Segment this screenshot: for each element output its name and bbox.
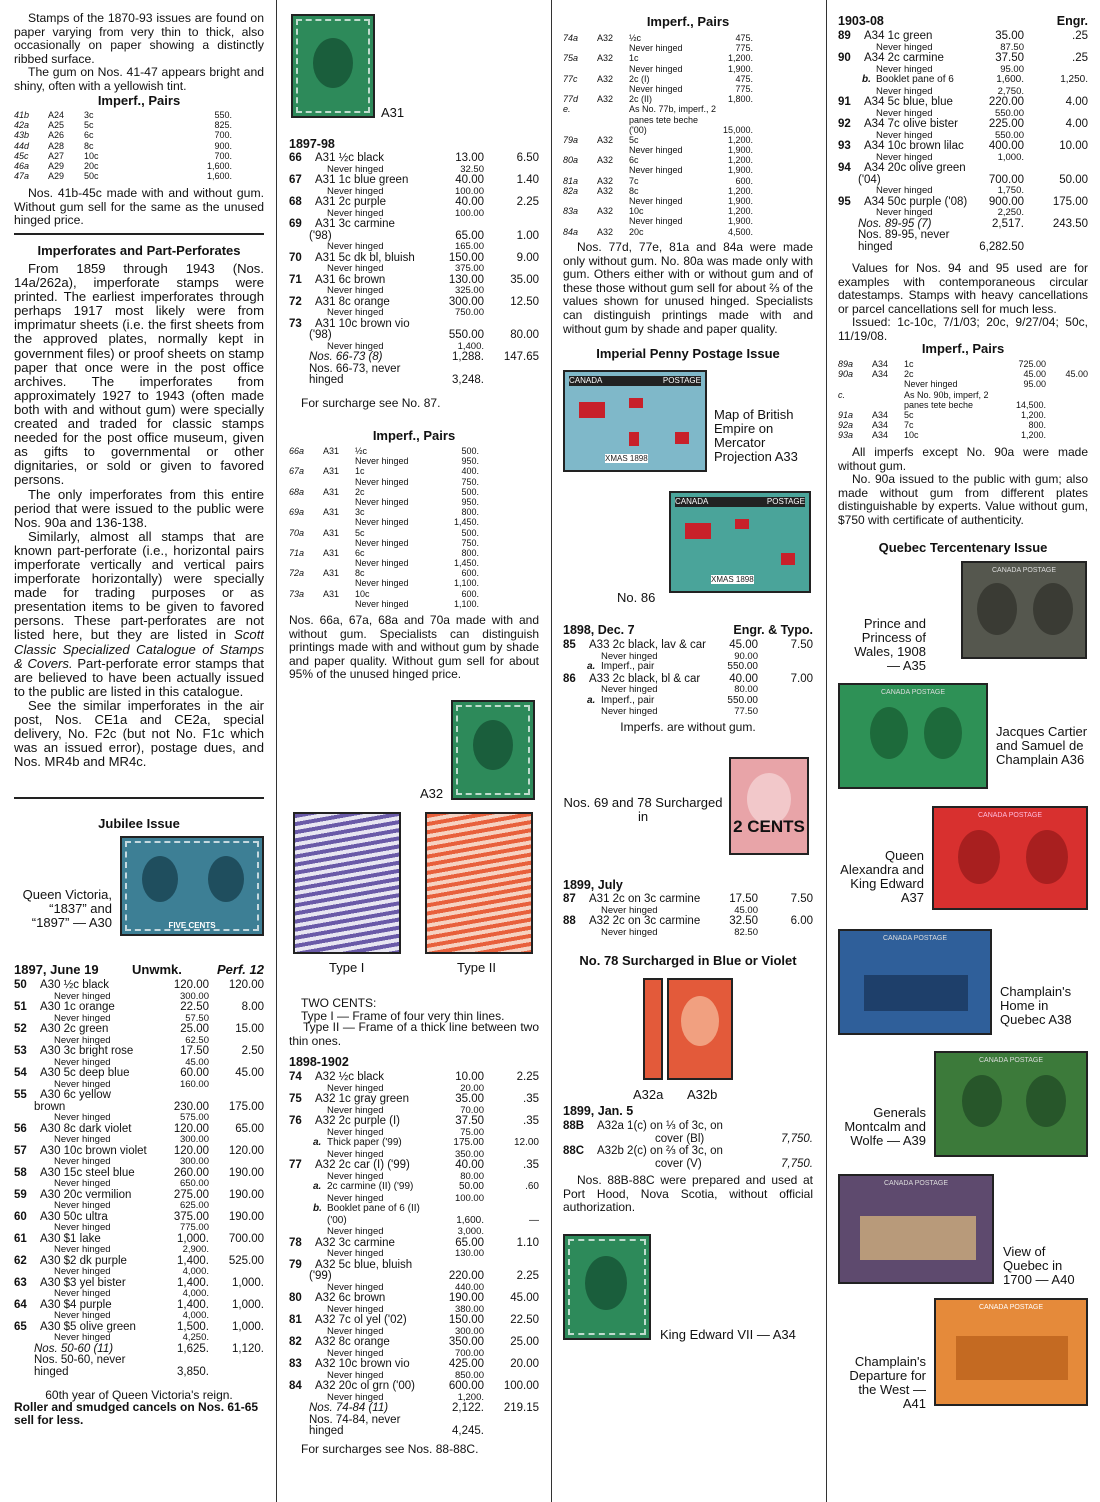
listing-row: Never hinged 650.00 [54,1178,209,1189]
listing-row: Nos. 50-60, never [34,1354,126,1366]
listing-row: hinged 6,282.50 [858,240,1024,253]
imperf-row: Never hinged 1,900. [629,196,753,206]
listing-row: 83 A32 10c brown vio 425.00 20.00 [289,1358,539,1370]
listing-row: 57 A30 10c brown violet 120.00 120.00 [14,1144,264,1157]
listing-row: Never hinged 90.00 [601,650,758,662]
listing-row: Never hinged 62.50 [54,1034,209,1046]
listing-row: Never hinged 1,000. [876,151,1024,163]
imperf-row: 92a A34 7c 800. [838,420,1046,431]
imperf-row: 66a A31 ½c 500. [289,446,479,456]
type-2-desc: Type II — Frame of a thick line between two thin ones. [289,1020,539,1048]
surcharged-stamp-image: 2 CENTS [729,757,809,855]
type-2-label: Type II [457,960,497,975]
listing-row: Never hinged 300.00 [54,1134,209,1145]
imperf-row: panes tete beche [629,114,699,125]
listing-row: Nos. 66-73 (8) 1,288. 147.65 [309,351,539,363]
imperf-row: 82a A32 8c 1,200. [563,185,753,196]
imperf-row: e. As No. 77b, imperf., 2 [563,104,717,115]
listing-row: 60 A30 50c ultra 375.00 190.00 [14,1210,264,1223]
listing-row: Never hinged 100.00 [327,1192,484,1204]
imperf-table-4 [838,359,1088,441]
imperf-row: Never hinged 1,900. [629,63,753,74]
listing-row: 51 A30 1c orange 22.50 8.00 [14,1001,264,1013]
listing-row: ('04) 700.00 50.00 [858,173,1088,186]
listing-row: 80 A32 6c brown 190.00 45.00 [289,1292,539,1304]
listing-row: 75 A32 1c gray green 35.00 .35 [289,1093,539,1105]
listing-row: 58 A30 15c steel blue 260.00 190.00 [14,1166,264,1179]
imperf-row: Never hinged 1,900. [629,145,753,156]
listing-row: Never hinged 70.00 [327,1104,484,1116]
a36-stamp-image: CANADA POSTAGE [838,683,988,789]
imperf-row: panes tete beche 14,500. [904,399,1046,410]
a32-label: A32 [420,786,444,801]
section-rule [14,233,264,235]
imperf-row: Never hinged 1,100. [355,578,479,589]
listing-row: 56 A30 8c dark violet 120.00 65.00 [14,1122,264,1135]
listing-row: 77 A32 2c car (I) ('99) 40.00 .35 [289,1159,539,1171]
jubilee-title: Jubilee Issue [98,816,180,831]
listing-row: 70 A31 5c dk bl, bluish 150.00 9.00 [289,251,539,264]
listing-row: Never hinged 4,000. [54,1310,209,1321]
listing-row: Never hinged 4,000. [54,1266,209,1277]
year-header-1897: 1897-98 [289,137,335,151]
imperf-row: Never hinged 750. [355,537,479,548]
table-1903 [838,30,1088,252]
imperf-row: Never hinged 1,450. [355,517,479,528]
a31-label: A31 [381,105,405,120]
listing-row: Never hinged 32.50 [327,163,484,175]
imperf-row: Never hinged 1,450. [355,558,479,569]
map-stamp-2-image: CANADA POSTAGE XMAS 1898 [669,491,811,593]
listing-row: Never hinged 4,250. [54,1332,209,1343]
a38-stamp-image: CANADA POSTAGE [838,929,992,1035]
listing-row: 86 A33 2c black, bl & car 40.00 7.00 [563,672,813,685]
listing-row: 64 A30 $4 purple 1,400. 1,000. [14,1298,264,1311]
listing-row: cover (V) 7,750. [655,1157,813,1170]
listing-row: 88C A32b 2(c) on ⅔ of 3c, on [563,1145,723,1157]
imperf-row: Never hinged 775. [629,43,753,54]
listing-row: Never hinged 45.00 [601,904,758,916]
jubilee-note-2: Roller and smudged cancels on Nos. 61-65 sell for less. [14,1400,259,1427]
listing-row: 68 A31 2c purple 40.00 2.25 [289,196,539,208]
listing-row: 91 A34 5c blue, blue 220.00 4.00 [838,96,1088,108]
header-1899-jan: 1899, Jan. 5 [563,1104,634,1118]
imperf-row: Never hinged 950. [355,456,479,467]
listing-row: Never hinged 325.00 [327,285,484,296]
imperf-row: 89a A34 1c 725.00 [838,359,1046,369]
imperf-note: Nos. 41b-45c made with and without gum. Without gum sell for the same as the unused hinged price. [14,186,264,228]
listing-row: brown 230.00 175.00 [34,1100,264,1113]
note-88b: Nos. 88B-88C were prepared and used at Port Hood, Nova Scotia, without official authorization. [563,1173,813,1215]
a31-stamp-image [291,14,375,118]
listing-row: a. 2c carmine (II) ('99) 50.00 .60 [313,1181,539,1192]
section-rule [14,797,264,799]
listing-row: Never hinged 77.50 [601,706,758,717]
listing-row: 79 A32 5c blue, bluish [289,1258,413,1271]
values-note: Values for Nos. 94 and 95 used are for examples with contemporaneous circular datestamps. Stamps with heavy cancellations or parcel cancellations sell for much less. Issued: 1c-10c, 7/1/03; 20c, 9/27/04; 50c, 11/19/08. [838,261,1088,343]
surcharged-caption: Nos. 69 and 78 Surcharged in [563,795,723,824]
listing-row: 63 A30 $3 yel bister 1,400. 1,000. [14,1276,264,1289]
listing-row: Never hinged 700.00 [327,1347,484,1359]
a37-caption: Queen Alexandra and King Edward A37 [840,848,924,905]
jubilee-header: 1897, June 19 Unwmk. Perf. 12 [14,962,264,977]
no-86-label: No. 86 [617,590,656,605]
imperf-row: Never hinged 750. [355,476,479,487]
listing-row: 66 A31 ½c black 13.00 6.50 [289,152,539,164]
listing-row: 54 A30 5c deep blue 60.00 45.00 [14,1067,264,1079]
listing-row: 61 A30 $1 lake 1,000. 700.00 [14,1232,264,1245]
a32a-stamp-image [643,978,663,1080]
imperf-row: 73a A31 10c 600. [289,588,479,599]
listing-row: 84 A32 20c ol grn ('00) 600.00 100.00 [289,1380,539,1392]
imperf-row: 84a A32 20c 4,500. [563,226,753,237]
imperf-row: 68a A31 2c 500. [289,486,479,497]
two-cents-label: TWO CENTS: [301,996,377,1010]
imperf-row: 70a A31 5c 500. [289,527,479,538]
column-divider [551,0,552,1502]
listing-row: Never hinged 1,200. [327,1391,484,1403]
quebec-title: Quebec Tercentenary Issue [878,540,1048,555]
listing-row: 93 A34 10c brown lilac 400.00 10.00 [838,140,1088,152]
imperf-row: 90a A34 2c 45.00 45.00 [838,369,1088,380]
listing-row: Never hinged 775.00 [54,1222,209,1233]
listing-row: Never hinged 380.00 [327,1303,484,1315]
listing-row: 76 A32 2c purple (I) 37.50 .35 [289,1115,539,1127]
listing-row: 71 A31 6c brown 130.00 35.00 [289,273,539,286]
imperf-row: 80a A32 6c 1,200. [563,155,753,166]
listing-row: Never hinged 100.00 [327,207,484,219]
a32a-label: A32a [633,1087,664,1102]
table-1898 [289,1071,539,1437]
listing-row: 81 A32 7c ol yel ('02) 150.00 22.50 [289,1314,539,1326]
listing-row: a. Imperf., pair 550.00 [587,694,758,706]
imperf-row: Never hinged 1,900. [629,165,753,176]
a39-caption: Generals Montcalm and Wolfe — A39 [844,1105,926,1148]
imperf-row: 43b A26 6c 700. [14,130,232,141]
listing-row: Never hinged 4,000. [54,1288,209,1299]
year-header-1898: 1898-1902 [289,1055,349,1069]
listing-row: Never hinged 550.00 [876,107,1024,119]
listing-row: Never hinged 130.00 [327,1248,484,1259]
column-divider [276,0,277,1502]
listing-row: Never hinged 2,250. [876,207,1024,218]
listing-row: Never hinged 45.00 [54,1056,209,1068]
listing-row: Never hinged 87.50 [876,41,1024,53]
listing-row: 89 A34 1c green 35.00 .25 [838,30,1088,42]
listing-row: 74 A32 ½c black 10.00 2.25 [289,1071,539,1083]
a40-stamp-image: CANADA POSTAGE [838,1174,994,1284]
listing-row: ('99) 220.00 2.25 [309,1270,539,1282]
listing-row: 69 A31 3c carmine [289,218,395,230]
listing-row: Nos. 74-84, never [309,1413,401,1426]
listing-row: Never hinged 300.00 [327,1325,484,1337]
listing-row: Never hinged 550.00 [876,129,1024,141]
imperf-row: c. As No. 90b, imperf, 2 [838,389,989,400]
a35-caption: Prince and Princess of Wales, 1908 — A35 [854,616,926,673]
listing-row: 94 A34 20c olive green [838,162,966,174]
listing-row: Never hinged 160.00 [54,1078,209,1090]
listing-row: Never hinged 75.00 [327,1126,484,1138]
listing-row: 90 A34 2c carmine 37.50 .25 [838,52,1088,64]
a35-stamp-image: CANADA POSTAGE [961,561,1087,659]
imperf-row: 71a A31 6c 800. [289,547,479,558]
listing-row: Never hinged 80.00 [601,684,758,695]
listing-row: Nos. 50-60 (11) 1,625. 1,120. [34,1342,264,1355]
imperf-row: 45c A27 10c 700. [14,150,232,161]
map-caption: Map of British Empire on Mercator Projection A33 [714,407,798,464]
listing-row: cover (Bl) 7,750. [655,1132,813,1145]
imperf-row: 72a A31 8c 600. [289,568,479,579]
listing-row: Never hinged 3,000. [327,1226,484,1237]
type-1-image [293,812,401,954]
listing-row: Nos. 89-95, never [858,229,950,241]
a34-stamp-image [563,1234,651,1340]
listing-row: 92 A34 7c olive bister 225.00 4.00 [838,118,1088,130]
a32b-label: A32b [687,1087,718,1102]
listing-row: ('98) 550.00 80.00 [309,329,539,341]
listing-row: Never hinged 82.50 [601,926,758,938]
no-78-title: No. 78 Surcharged in Blue or Violet [579,953,797,968]
listing-row: ('98) 65.00 1.00 [309,229,539,242]
listing-row: Nos. 74-84 (11) 2,122. 219.15 [309,1402,539,1414]
listing-row: Never hinged 100.00 [327,185,484,197]
a36-caption: Jacques Cartier and Samuel de Champlain A36 [996,724,1088,767]
header-1898-dec: 1898, Dec. 7 Engr. & Typo. [563,623,813,637]
header-1899-july: 1899, July [563,878,623,892]
intro-text: Stamps of the 1870-93 issues are found on paper varying from very thin to thick, also occasionally on paper showing a distinctly ribbed surface. The gum on Nos. 41-47 appears bright and shiny, often with a yellowish tint. [14,11,264,93]
listing-row: Never hinged 350.00 [327,1148,484,1160]
imperf-row: 44d A28 8c 900. [14,140,232,151]
imperf-row: 41b A24 3c 550. [14,110,232,120]
imperf-row: 47a A29 50c 1,600. [14,171,232,182]
listing-row: 82 A32 8c orange 350.00 25.00 [289,1336,539,1348]
imperial-penny-title: Imperial Penny Postage Issue [596,346,780,361]
listing-row: Never hinged 2,750. [876,85,1024,97]
jubilee-note-1: 60th year of Queen Victoria's reign. [45,1388,233,1402]
imperf-row: 77d A32 2c (II) 1,800. [563,94,753,105]
imperf-table-2 [289,446,539,609]
listing-row: 62 A30 $2 dk purple 1,400. 525.00 [14,1254,264,1267]
imperf-row: 69a A31 3c 800. [289,507,479,518]
listing-row: Never hinged 165.00 [327,241,484,252]
a41-caption: Champlain's Departure for the West — A41 [849,1354,926,1411]
imperf-row: Never hinged 950. [355,496,479,507]
table-1899-july [563,893,813,937]
jubilee-stamp-image: FIVE CENTS [120,836,264,936]
listing-row: 52 A30 2c green 25.00 15.00 [14,1023,264,1035]
a38-caption: Champlain's Home in Quebec A38 [1000,984,1072,1027]
column-divider [826,0,827,1502]
a40-caption: View of Quebec in 1700 — A40 [1003,1244,1075,1287]
listing-row: Never hinged 625.00 [54,1200,209,1211]
a32b-stamp-image [667,978,733,1080]
listing-row: Never hinged 20.00 [327,1082,484,1094]
imperf-title: Imperf., Pairs [97,93,181,108]
listing-row: hinged 3,248. [309,374,484,386]
imperfs-gum-note: Imperfs. are without gum. [620,720,756,734]
imperf-row: 79a A32 5c 1,200. [563,134,753,145]
listing-row: Never hinged 575.00 [54,1112,209,1123]
imperf-row: 46a A29 20c 1,600. [14,160,232,171]
jubilee-table [14,979,264,1377]
table-88b [563,1120,813,1170]
listing-row: ('00) 1,600. — [327,1214,539,1226]
listing-row: 55 A30 6c yellow [14,1089,111,1101]
imperf-row: Never hinged 95.00 [904,379,1046,390]
listing-row: 85 A33 2c black, lav & car 45.00 7.50 [563,639,813,651]
listing-row: hinged 4,245. [309,1425,484,1437]
a37-stamp-image: CANADA POSTAGE [932,806,1088,910]
map-stamp-1-image: CANADA POSTAGE XMAS 1898 [563,370,707,472]
imperf-row: 93a A34 10c 1,200. [838,430,1046,441]
listing-row: Never hinged 750.00 [327,307,484,318]
column-1 [14,0,264,1502]
a32-stamp-image [451,700,535,800]
listing-row: Nos. 66-73, never [309,362,401,375]
listing-row: Never hinged 850.00 [327,1369,484,1381]
imperf-row: Never hinged 1,900. [629,216,753,227]
imperf-note-4: All imperfs except No. 90a were made without gum. No. 90a issued to the public with gum; also made without gum from different plates distinguishable by experts. Value without gum, $750 with certificate of authenticity. [838,445,1088,527]
listing-row: 65 A30 $5 olive green 1,500. 1,000. [14,1320,264,1333]
imperf-row: 67a A31 1c 400. [289,466,479,477]
listing-row: Never hinged 95.00 [876,63,1024,75]
imperf-title-2: Imperf., Pairs [372,428,456,443]
listing-row: hinged 3,850. [34,1365,209,1378]
type-1-desc: Type I — Frame of four very thin lines. [301,1009,505,1023]
listing-row: Nos. 89-95 (7) 2,517. 243.50 [858,217,1088,230]
listing-row: Never hinged 375.00 [327,263,484,274]
listing-row: 88 A32 2c on 3c carmine 32.50 6.00 [563,915,813,927]
listing-row: 59 A30 20c vermilion 275.00 190.00 [14,1188,264,1201]
listing-row: 50 A30 ½c black 120.00 120.00 [14,979,264,991]
listing-row: 88B A32a 1(c) on ⅓ of 3c, on [563,1120,723,1132]
listing-row: b. Booklet pane of 6 (II) [313,1203,420,1214]
imperf-row: 77c A32 2c (I) 475. [563,73,753,84]
type-1-label: Type I [329,960,365,975]
imperf-row: 74a A32 ½c 475. [563,33,753,43]
type-2-image [425,812,533,954]
imperf-table-3 [563,33,813,237]
listing-row: 72 A31 8c orange 300.00 12.50 [289,295,539,308]
listing-row: Never hinged 300.00 [54,990,209,1002]
imperf-row: Never hinged 1,100. [355,598,479,609]
listing-row: a. Thick paper ('99) 175.00 12.00 [313,1137,539,1148]
jubilee-caption: Queen Victoria, “1837” and “1897” — A30 [22,887,112,930]
listing-row: Never hinged 1,750. [876,185,1024,196]
imperf-row: 91a A34 5c 1,200. [838,409,1046,420]
listing-row: Never hinged 80.00 [327,1170,484,1182]
column-4 [838,0,1088,1502]
table-1898-dec [563,639,813,717]
part-perf-title: Imperforates and Part-Perforates [37,243,241,258]
listing-row: Never hinged 2,900. [54,1244,209,1255]
a39-stamp-image: CANADA POSTAGE [934,1051,1088,1157]
listing-row: Never hinged 440.00 [327,1281,484,1293]
listing-row: Never hinged 300.00 [54,1156,209,1167]
imperf-note-3: Nos. 77d, 77e, 81a and 84a were made only without gum. No. 80a was made only with gum. Others either with or without gum and of these those without gum sell for about ⅔ of the values shown for unused hinged. Specialists can distinguish printings made with and without gum by shade and paper quality. [563,240,813,336]
imperf-note-2: Nos. 66a, 67a, 68a and 70a made with and without gum. Specialists can distinguish printings made with and without gum by shade and paper quality. Without gum sell for about 95% of the unused hinged price. [289,613,539,682]
listing-row: 53 A30 3c bright rose 17.50 2.50 [14,1045,264,1057]
listing-row: 73 A31 10c brown vio [289,317,410,330]
surcharge-note-88: For surcharges see Nos. 88-88C. [301,1442,479,1456]
listing-row: Never hinged 57.50 [54,1012,209,1024]
imperf-row: 81a A32 7c 600. [563,175,753,186]
listing-row: 78 A32 3c carmine 65.00 1.10 [289,1236,539,1249]
imperf-table [14,110,264,181]
header-1903: 1903-08 Engr. [838,14,1088,28]
a34-caption: King Edward VII — A34 [660,1327,796,1342]
column-3 [563,0,813,1502]
imperf-row: 75a A32 1c 1,200. [563,53,753,64]
imperf-title-4: Imperf., Pairs [921,341,1005,356]
imperf-row: 83a A32 10c 1,200. [563,206,753,217]
imperf-row: ('00) 15,000. [629,124,753,135]
listing-row: 67 A31 1c blue green 40.00 1.40 [289,174,539,186]
imperf-title-3: Imperf., Pairs [646,14,730,29]
listing-row: b. Booklet pane of 6 1,600. 1,250. [862,74,1088,85]
listing-row: a. Imperf., pair 550.00 [587,661,758,672]
imperf-row: 42a A25 5c 825. [14,120,232,131]
surcharge-note-87: For surcharge see No. 87. [301,396,441,410]
listing-row: 95 A34 50c purple ('08) 900.00 175.00 [838,195,1088,208]
a41-stamp-image: CANADA POSTAGE [934,1298,1088,1406]
listing-row: 87 A31 2c on 3c carmine 17.50 7.50 [563,893,813,905]
part-perf-text: From 1859 through 1943 (Nos. 14a/262a), imperforate stamps were printed. The earliest imperforates through perhaps 1917 most likely were from imprimatur sheets (i.e. the first sheets from the approved plates, normally kept in government files) or proof sheets on stamp paper that once were in the post office archives. The imperforates from approximately 1927 to 1943 (often made both with and without gum) were specially created and traded for classic stamps needed for the post office museum, given as gifts to governmental or other dignitaries, or sold or given to favored persons. The only imperforates from this entire period that were issued to the public were Nos. 90a and 136-138. Similarly, almost all stamps that are known part-perforate (i.e., horizontal pairs imperforate vertically and vertical pairs imperforate horizontally) were specially made for trading purposes or as presentation items to be given to favored persons. These part-perforates are not listed here, but they are listed in Scott Classic Specialized Catalogue of Stamps & Covers. Part-perforate error stamps that are believed to have been actually issued to the public are listed in this catalogue. See the similar imperforates in the air post, Nos. CE1a and CE2a, special delivery, No. F2c (but not No. F1c which was an issued error), postage dues, and Nos. MR4b and MR4c. [14,261,264,770]
imperf-row: Never hinged 775. [629,83,753,94]
listing-row: Never hinged 1,400. [327,340,484,352]
table-1897 [289,152,539,386]
column-2 [289,0,539,1502]
